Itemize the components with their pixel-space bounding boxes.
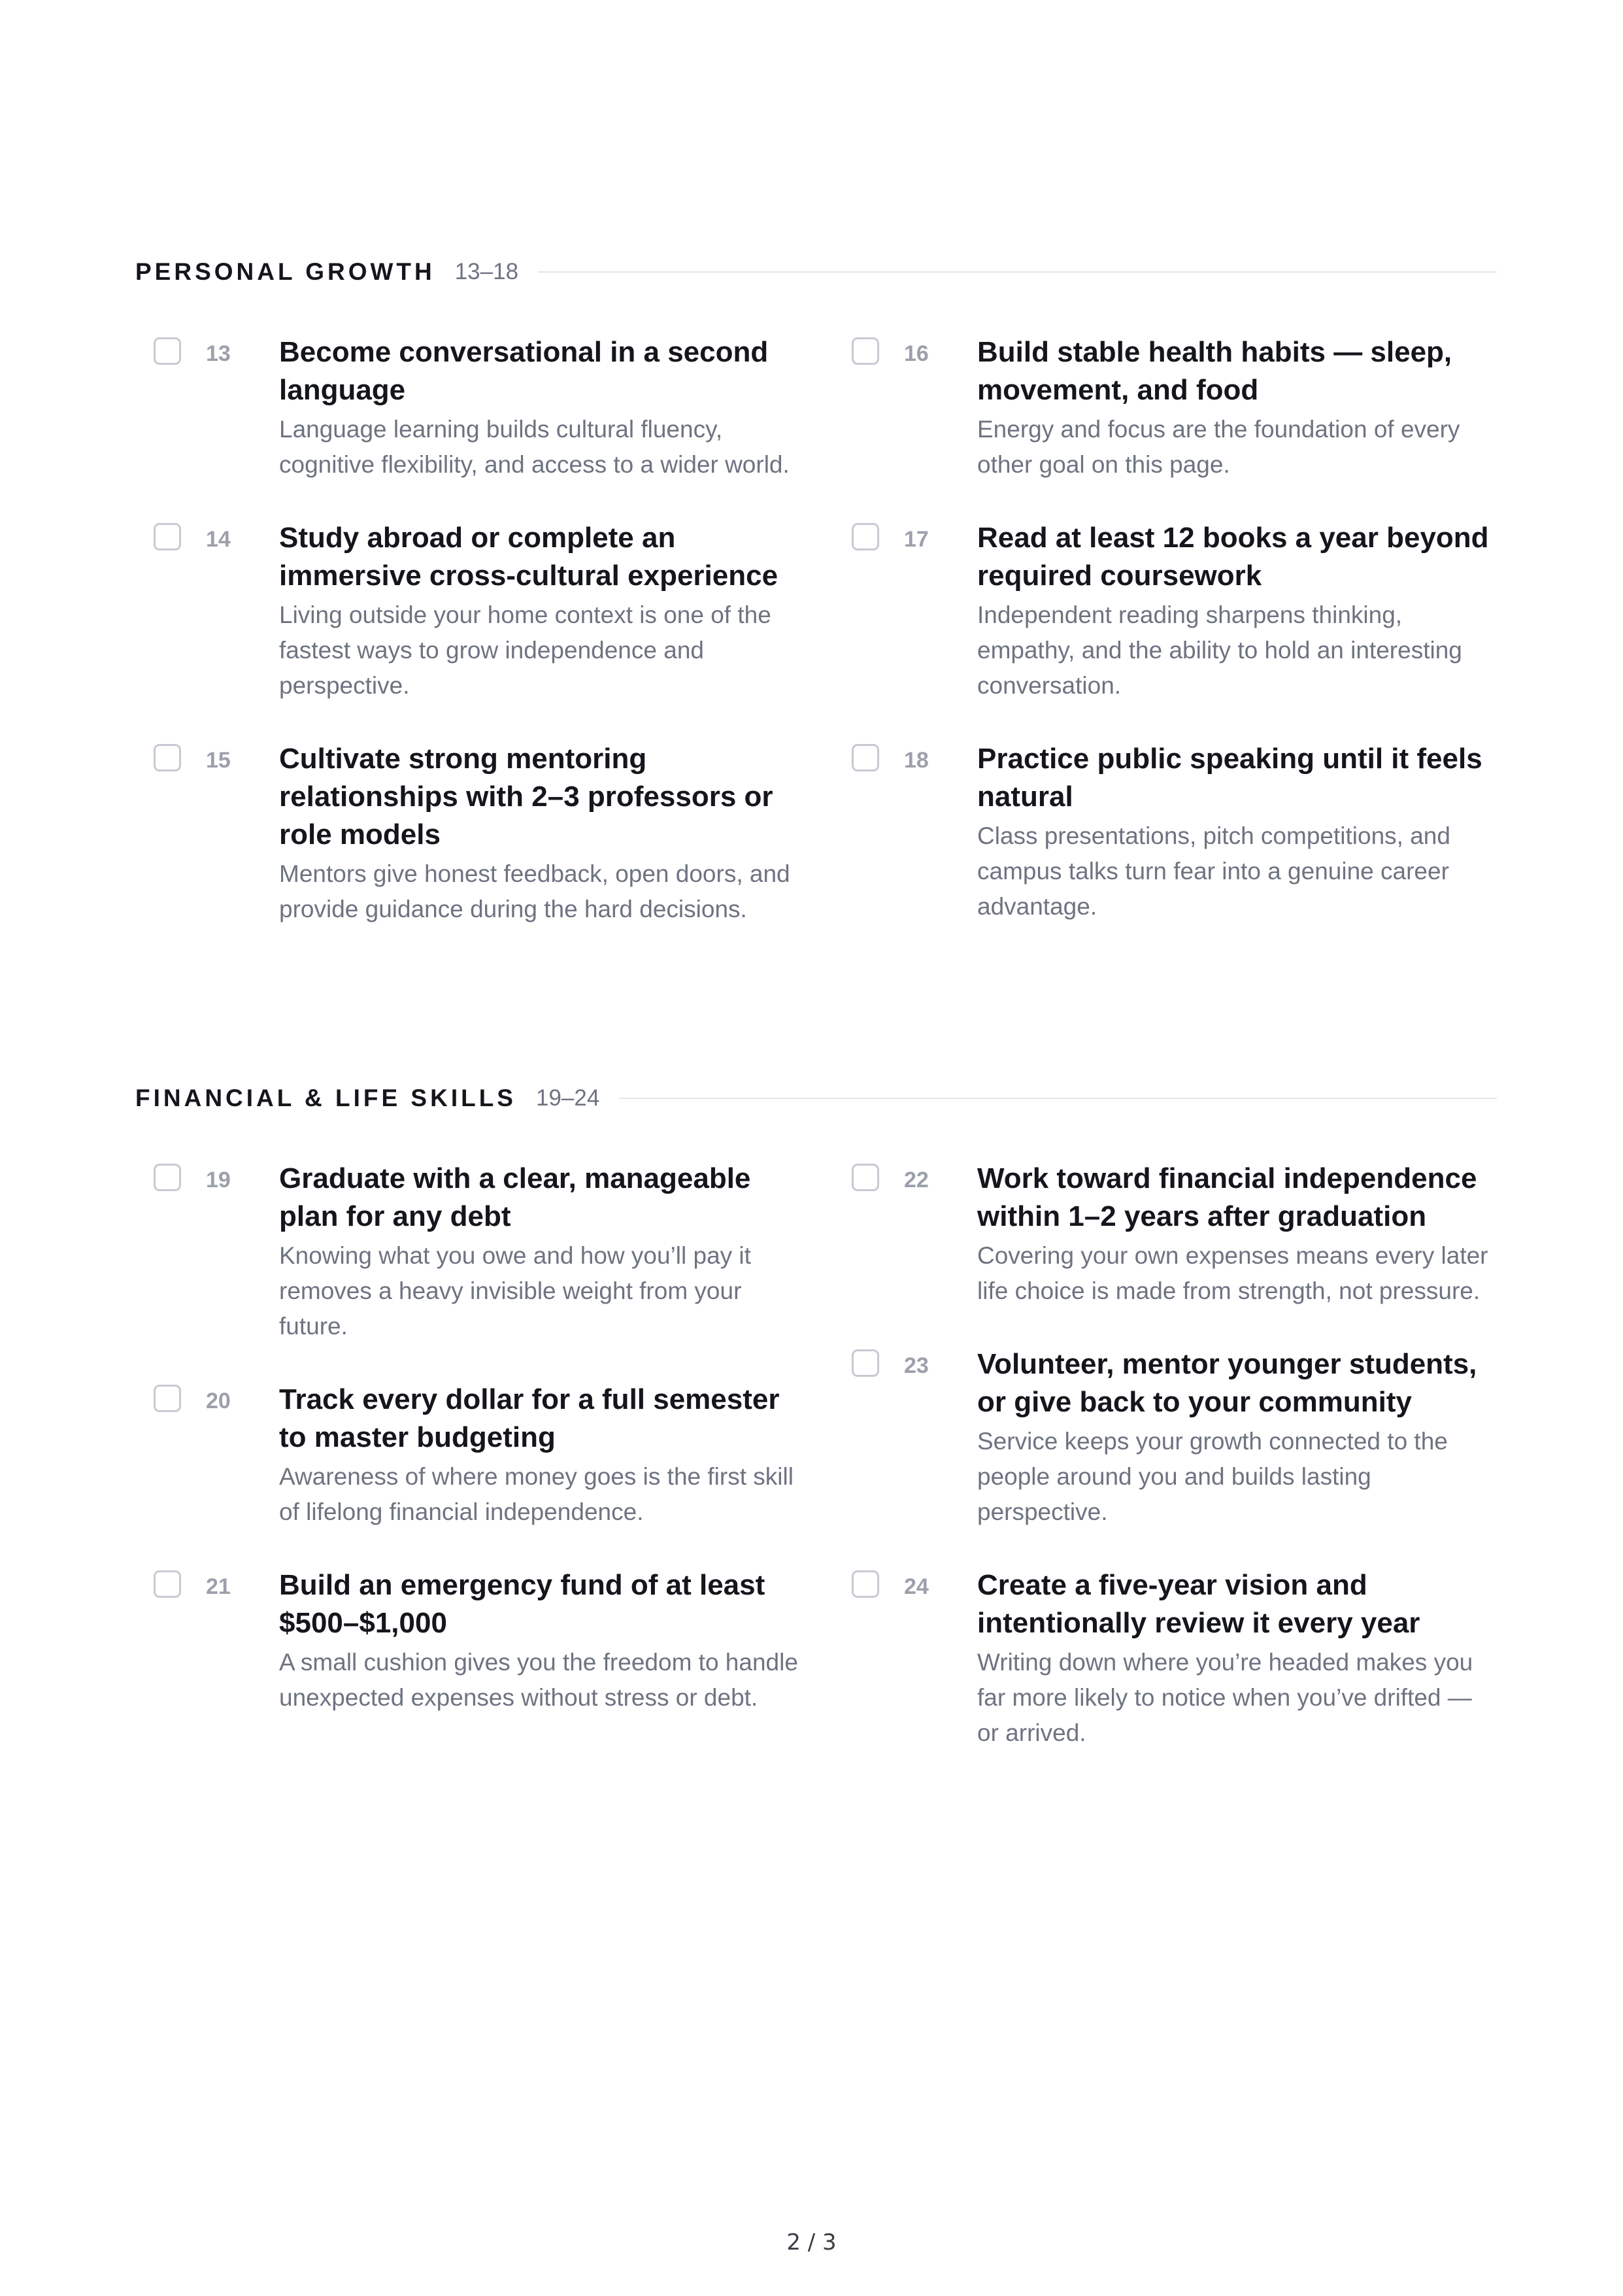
- goal-title: Study abroad or complete an immersive cross-cultural experience: [279, 522, 778, 592]
- goal-text: [279, 740, 801, 927]
- goal-item-14: [154, 519, 801, 703]
- goal-number: 24: [904, 1574, 929, 1599]
- goal-description: Service keeps your growth connected to the people around you and builds lasting perspective.: [977, 1428, 1448, 1525]
- goal-title: Volunteer, mentor younger students, or give back to your community: [977, 1348, 1477, 1418]
- section-range: 19–24: [535, 1085, 600, 1111]
- goal-checkbox-24[interactable]: [852, 1570, 879, 1598]
- goal-checkbox-14[interactable]: [154, 523, 181, 550]
- goal-number: 22: [904, 1168, 929, 1192]
- section-divider: [619, 1098, 1497, 1099]
- goal-number: 23: [904, 1353, 929, 1378]
- goal-item-16: [852, 333, 1499, 482]
- section-range: 13–18: [454, 259, 519, 284]
- section-divider: [538, 271, 1497, 273]
- goal-title: Build stable health habits — sleep, movement, and food: [977, 336, 1452, 406]
- goal-text: [977, 1566, 1499, 1751]
- section-header: [135, 1079, 1497, 1118]
- goal-item-21: [154, 1566, 801, 1715]
- section-title: PERSONAL GROWTH: [135, 258, 435, 285]
- goal-description: A small cushion gives you the freedom to handle unexpected expenses without stress or debt.: [279, 1649, 798, 1711]
- goal-title: Practice public speaking until it feels natural: [977, 743, 1482, 813]
- goal-text: [977, 1345, 1499, 1530]
- goal-number: 18: [904, 748, 929, 773]
- goal-title: Build an emergency fund of at least $500–$1,000: [279, 1569, 765, 1639]
- left-column: [154, 1160, 801, 1752]
- goal-item-18: [852, 740, 1499, 924]
- goal-text: [279, 333, 801, 482]
- goal-title: Become conversational in a second language: [279, 336, 769, 406]
- goal-number: 15: [206, 748, 231, 773]
- goal-number: 21: [206, 1574, 231, 1599]
- goal-description: Living outside your home context is one of the fastest ways to grow independence and perspective.: [279, 601, 771, 699]
- goal-item-17: [852, 519, 1499, 703]
- goal-item-22: [852, 1160, 1499, 1309]
- goal-checkbox-18[interactable]: [852, 744, 879, 771]
- goal-description: Independent reading sharpens thinking, empathy, and the ability to hold an interesting conversation.: [977, 601, 1462, 699]
- goal-text: [279, 1566, 801, 1715]
- goal-checkbox-21[interactable]: [154, 1570, 181, 1598]
- goal-text: [977, 1160, 1499, 1309]
- goal-item-13: [154, 333, 801, 482]
- goal-title: Graduate with a clear, manageable plan for any debt: [279, 1162, 751, 1232]
- goal-description: Energy and focus are the foundation of every other goal on this page.: [977, 416, 1460, 478]
- section-personal-growth: [135, 252, 1497, 922]
- goal-title: Read at least 12 books a year beyond required coursework: [977, 522, 1489, 592]
- goal-description: Mentors give honest feedback, open doors, and provide guidance during the hard decisions.: [279, 860, 790, 922]
- goal-title: Track every dollar for a full semester to master budgeting: [279, 1383, 780, 1453]
- goal-item-23: [852, 1345, 1499, 1530]
- goal-item-24: [852, 1566, 1499, 1751]
- goal-description: Awareness of where money goes is the first skill of lifelong financial independence.: [279, 1463, 794, 1525]
- goal-description: Covering your own expenses means every later life choice is made from strength, not pressure.: [977, 1242, 1488, 1304]
- goal-checkbox-17[interactable]: [852, 523, 879, 550]
- goal-item-20: [154, 1381, 801, 1530]
- right-column: [852, 1160, 1499, 1787]
- left-column: [154, 333, 801, 964]
- goal-item-19: [154, 1160, 801, 1344]
- goal-number: 14: [206, 527, 231, 552]
- goal-description: Language learning builds cultural fluency, cognitive flexibility, and access to a wider world.: [279, 416, 790, 478]
- goal-number: 13: [206, 341, 231, 366]
- right-column: [852, 333, 1499, 961]
- goal-checkbox-19[interactable]: [154, 1164, 181, 1191]
- goal-number: 17: [904, 527, 929, 552]
- goal-checkbox-13[interactable]: [154, 337, 181, 365]
- section-header: [135, 252, 1497, 292]
- goal-checkbox-16[interactable]: [852, 337, 879, 365]
- section-title: FINANCIAL & LIFE SKILLS: [135, 1085, 516, 1111]
- goal-title: Work toward financial independence within 1–2 years after graduation: [977, 1162, 1477, 1232]
- goal-text: [977, 519, 1499, 703]
- goal-checkbox-22[interactable]: [852, 1164, 879, 1191]
- goal-checkbox-23[interactable]: [852, 1349, 879, 1377]
- goal-number: 16: [904, 341, 929, 366]
- goal-text: [279, 519, 801, 703]
- goal-text: [279, 1160, 801, 1344]
- goal-description: Writing down where you’re headed makes you far more likely to notice when you’ve drifted — or arrived.: [977, 1649, 1473, 1746]
- section-financial-life-skills: [135, 1079, 1497, 1746]
- goal-number: 20: [206, 1389, 231, 1413]
- goal-text: [977, 333, 1499, 482]
- page-number: 2 / 3: [786, 2229, 837, 2255]
- goal-number: 19: [206, 1168, 231, 1192]
- goal-description: Knowing what you owe and how you’ll pay it removes a heavy invisible weight from your future.: [279, 1242, 751, 1340]
- goal-text: [977, 740, 1499, 924]
- goal-text: [279, 1381, 801, 1530]
- goal-description: Class presentations, pitch competitions, and campus talks turn fear into a genuine career advantage.: [977, 822, 1450, 920]
- goal-title: Cultivate strong mentoring relationships with 2–3 professors or role models: [279, 743, 773, 851]
- goal-checkbox-15[interactable]: [154, 744, 181, 771]
- goal-title: Create a five-year vision and intentionally review it every year: [977, 1569, 1420, 1639]
- goal-checkbox-20[interactable]: [154, 1385, 181, 1412]
- goal-item-15: [154, 740, 801, 927]
